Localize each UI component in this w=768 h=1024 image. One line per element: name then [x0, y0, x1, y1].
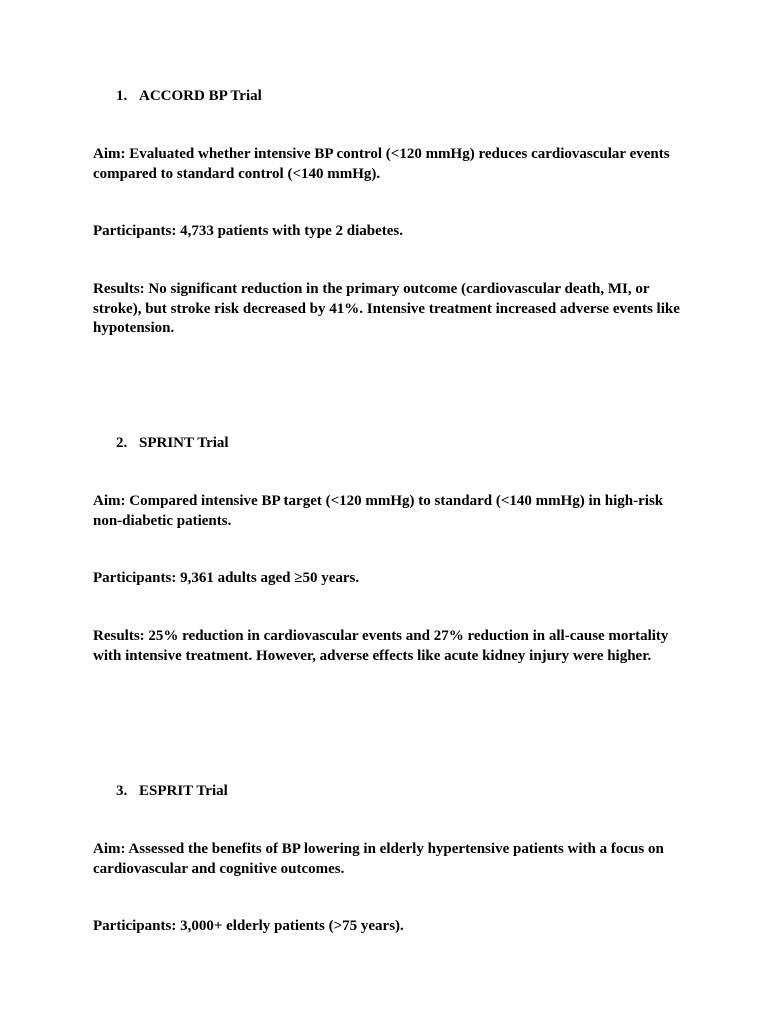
accord-aim-paragraph: Aim: Evaluated whether intensive BP control (<120 mmHg) reduces cardiovascular events compared to standard control (<140 mmHg). [93, 146, 670, 182]
section-number: 1. [116, 88, 128, 104]
sprint-participants-paragraph: Participants: 9,361 adults aged ≥50 years. [93, 570, 360, 586]
section-number: 2. [116, 435, 128, 451]
section-title: ACCORD BP Trial [139, 88, 262, 104]
section-title: ESPRIT Trial [139, 783, 228, 799]
accord-results-paragraph: Results: No significant reduction in the primary outcome (cardiovascular death, MI, or stroke), but stroke risk decreased by 41%. Intensive treatment increased adverse events like hypotension. [93, 281, 680, 336]
sprint-results-paragraph: Results: 25% reduction in cardiovascular events and 27% reduction in all-cause mortality with intensive treatment. However, adverse effects like acute kidney injury were higher. [93, 628, 669, 664]
esprit-participants-paragraph: Participants: 3,000+ elderly patients (>75 years). [93, 918, 404, 934]
accord-participants-paragraph: Participants: 4,733 patients with type 2 diabetes. [93, 223, 403, 239]
section-heading-sprint [116, 434, 229, 454]
section-heading-esprit [116, 782, 228, 802]
section-number: 3. [116, 783, 128, 799]
esprit-aim-paragraph: Aim: Assessed the benefits of BP lowering in elderly hypertensive patients with a focus on cardiovascular and cognitive outcomes. [93, 841, 664, 877]
section-heading-accord [116, 87, 262, 107]
sprint-aim-paragraph: Aim: Compared intensive BP target (<120 mmHg) to standard (<140 mmHg) in high-risk non-diabetic patients. [93, 493, 664, 529]
section-title: SPRINT Trial [139, 435, 229, 451]
